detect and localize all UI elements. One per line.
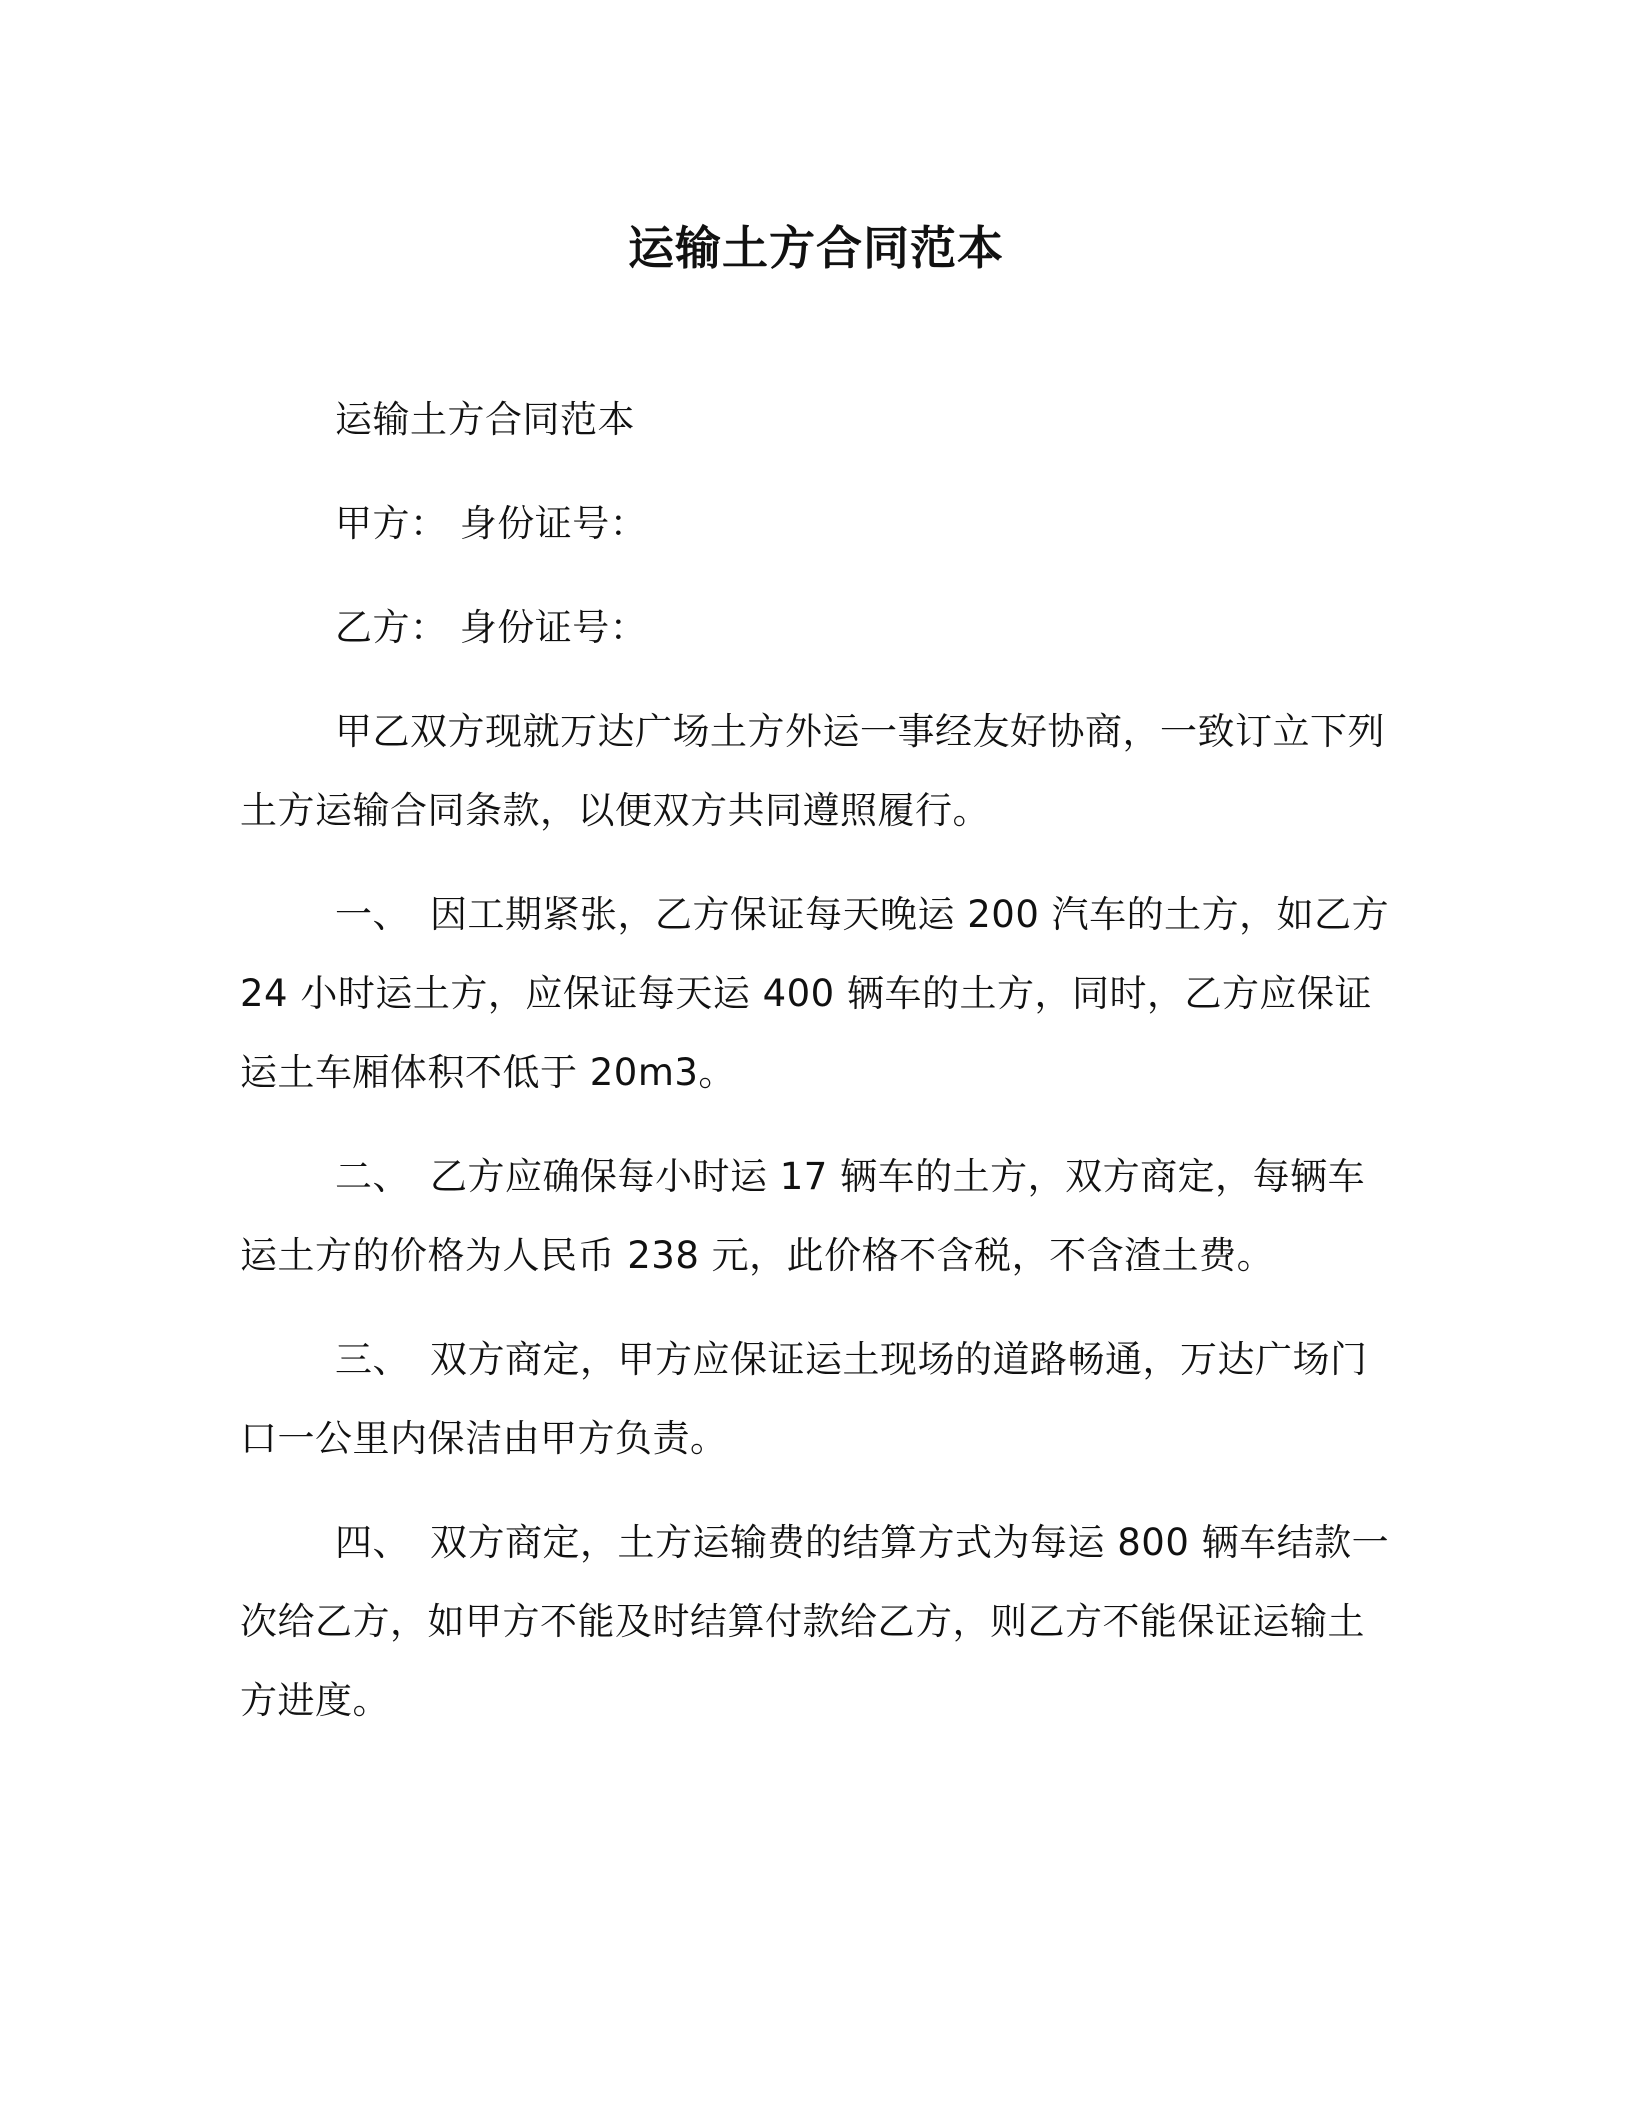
party-a-line: 甲方： 身份证号：: [335, 502, 648, 545]
clause-1: [240, 875, 1390, 1112]
clause-3: [240, 1320, 1390, 1478]
clause-text: 乙方应确保每小时运 17 辆车的土方，双方商定，每辆车运土方的价格为人民币 238 元，此价格不含税，不含渣土费。: [240, 1155, 1366, 1277]
subtitle-line: 运输土方合同范本: [335, 398, 635, 441]
clause-text: 双方商定，土方运输费的结算方式为每运 800 辆车结款一次给乙方，如甲方不能及时结算付款给乙方，则乙方不能保证运输土方进度。: [240, 1521, 1390, 1722]
clause-2: [240, 1137, 1390, 1295]
party-b-line: 乙方： 身份证号：: [335, 606, 648, 649]
clause-text: 双方商定，甲方应保证运土现场的道路畅通，万达广场门口一公里内保洁由甲方负责。: [240, 1338, 1368, 1460]
clause-number: 二、: [335, 1155, 410, 1198]
document-title: 运输土方合同范本: [628, 221, 1004, 275]
clause-text: 因工期紧张，乙方保证每天晚运 200 汽车的土方，如乙方 24 小时运土方，应保证每天运 400 辆车的土方，同时，乙方应保证运土车厢体积不低于 20m3。: [240, 893, 1390, 1094]
clause-number: 四、: [335, 1521, 410, 1564]
preamble-paragraph: 甲乙双方现就万达广场土方外运一事经友好协商，一致订立下列土方运输合同条款，以便双方共同遵照履行。: [240, 710, 1385, 832]
clause-number: 三、: [335, 1338, 410, 1381]
clause-4: [240, 1503, 1390, 1740]
clause-number: 一、: [335, 893, 410, 936]
document-body: [240, 380, 1390, 1740]
